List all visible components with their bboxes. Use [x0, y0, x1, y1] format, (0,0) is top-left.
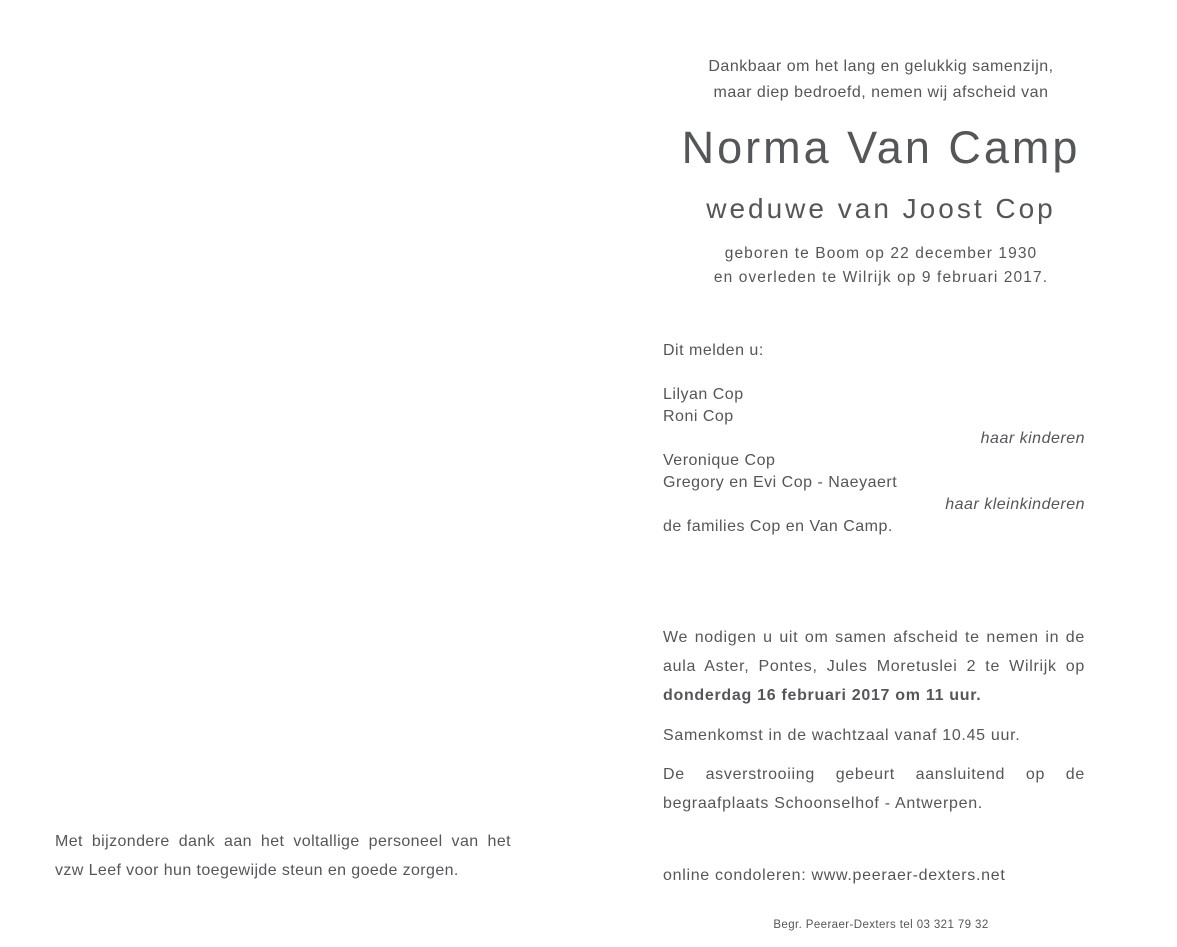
intro-text	[661, 54, 1101, 106]
died-line: en overleden te Wilrijk op 9 februari 2017.	[713, 269, 1049, 286]
children-label: haar kinderen	[980, 430, 1085, 447]
ceremony-datetime: donderdag 16 februari 2017 om 11 uur.	[663, 687, 982, 704]
family-heading: Dit melden u:	[663, 342, 764, 359]
birth-death-dates	[661, 242, 1101, 290]
family-child: Lilyan Cop	[663, 386, 744, 403]
intro-line-1: Dankbaar om het lang en gelukkig samenzijn,	[708, 58, 1054, 75]
family-grandchild: Veronique Cop	[663, 452, 776, 469]
family-list	[663, 340, 1085, 538]
spacer	[663, 362, 1085, 384]
family-child: Roni Cop	[663, 408, 734, 425]
funeral-home-footer: Begr. Peeraer-Dexters tel 03 321 79 32	[773, 918, 989, 931]
gathering-info: Samenkomst in de wachtzaal vanaf 10.45 uur.	[663, 727, 1021, 744]
intro-line-2: maar diep bedroefd, nemen wij afscheid van	[713, 84, 1049, 101]
deceased-name: Norma Van Camp	[681, 122, 1081, 173]
online-condolences: online condoleren: www.peeraer-dexters.net	[663, 867, 1006, 884]
families-line: de families Cop en Van Camp.	[663, 518, 893, 535]
born-line: geboren te Boom op 22 december 1930	[724, 245, 1038, 262]
ceremony-invitation: We nodigen u uit om samen afscheid te nemen in de aula Aster, Pontes, Jules Moretuslei 2 te Wilrijk op	[663, 629, 1085, 675]
thanks-note: Met bijzondere dank aan het voltallige personeel van het vzw Leef voor hun toegewijde steun en goede zorgen.	[55, 833, 511, 879]
family-grandchild: Gregory en Evi Cop - Naeyaert	[663, 474, 898, 491]
grandchildren-label: haar kleinkinderen	[945, 496, 1085, 513]
deceased-relation: weduwe van Joost Cop	[706, 193, 1056, 224]
ash-scattering-info: De asverstrooiing gebeurt aansluitend op de begraafplaats Schoonselhof - Antwerpen.	[663, 766, 1085, 812]
